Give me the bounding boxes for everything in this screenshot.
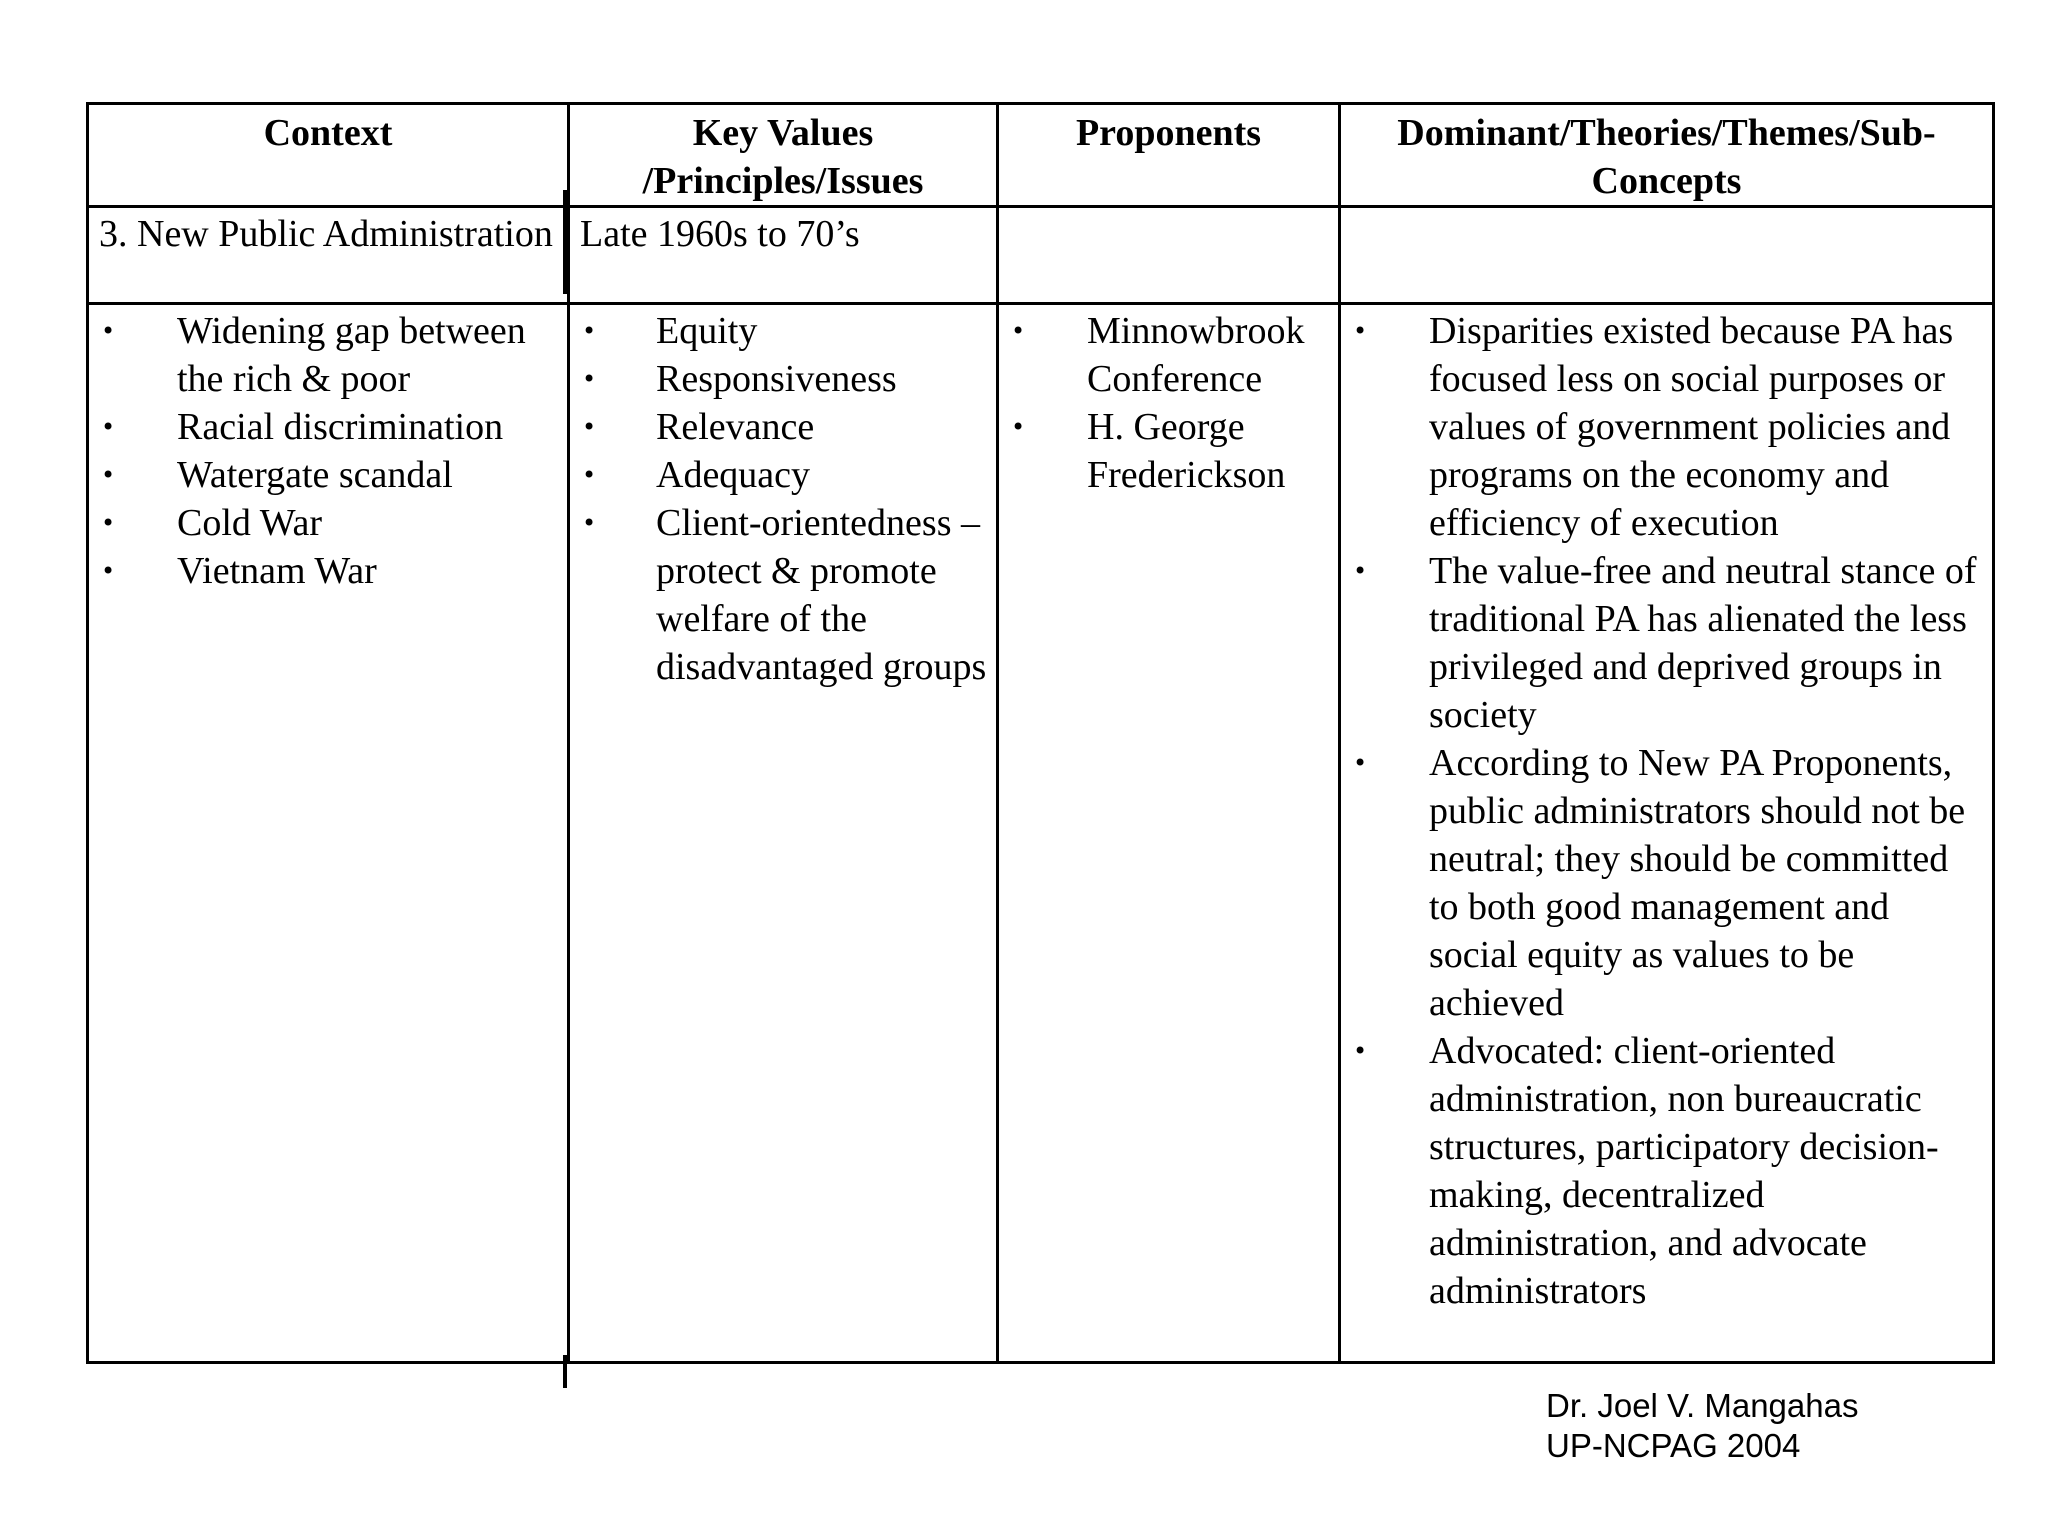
- public-administration-table: [86, 102, 1995, 1364]
- bullet-item: [570, 355, 988, 403]
- bullet-text: Advocated: client-oriented administration, non bureaucratic structures, participatory decision-making, decentralized administration, and advocate administrators: [1429, 1030, 1939, 1312]
- bullet-icon: •: [1011, 317, 1026, 345]
- bullet-text: The value-free and neutral stance of traditional PA has alienated the less privileged and deprived groups in society: [1429, 550, 1977, 736]
- bullet-text: Disparities existed because PA has focused less on social purposes or values of government policies and programs on the economy and efficiency of execution: [1429, 310, 1954, 544]
- bullet-item: [1341, 1027, 1984, 1315]
- bullet-item: [89, 451, 559, 499]
- era-row: [88, 207, 1994, 304]
- proponents-cell: [998, 304, 1340, 1363]
- bullet-icon: •: [1353, 1037, 1368, 1065]
- bullet-item: [89, 547, 559, 595]
- column-divider-overhang-bottom: [563, 1355, 567, 1388]
- proponents-list: [999, 307, 1330, 499]
- bullet-item: [999, 307, 1330, 403]
- context-cell: [88, 304, 569, 1363]
- bullet-icon: •: [582, 365, 597, 393]
- bullet-item: [570, 307, 988, 355]
- column-divider-overhang-top: [563, 190, 567, 294]
- attribution-author: Dr. Joel V. Mangahas: [1546, 1387, 1859, 1424]
- bullet-text: Minnowbrook Conference: [1087, 310, 1305, 400]
- bullet-icon: •: [582, 461, 597, 489]
- bullet-text: According to New PA Proponents, public administrators should not be neutral; they should be committed to both good management and social equity as values to be achieved: [1429, 742, 1966, 1024]
- bullet-text: Equity: [656, 310, 758, 352]
- bullet-icon: •: [582, 413, 597, 441]
- bullet-text: Vietnam War: [177, 550, 377, 592]
- bullet-text: H. George Frederickson: [1087, 406, 1286, 496]
- bullet-icon: •: [1353, 749, 1368, 777]
- bullet-icon: •: [101, 413, 116, 441]
- bullet-item: [1341, 307, 1984, 547]
- bullet-text: Racial discrimination: [177, 406, 504, 448]
- attribution: [1546, 1386, 1858, 1466]
- bullet-text: Cold War: [177, 502, 323, 544]
- context-list: [89, 307, 559, 595]
- key-values-cell: [569, 304, 998, 1363]
- bullet-text: Watergate scandal: [177, 454, 453, 496]
- bullet-item: [1341, 739, 1984, 1027]
- era-proponents: [998, 207, 1340, 304]
- bullet-icon: •: [1353, 557, 1368, 585]
- themes-list: [1341, 307, 1984, 1315]
- bullet-item: [89, 403, 559, 451]
- bullet-icon: •: [101, 317, 116, 345]
- era-context: 3. New Public Administration: [88, 207, 569, 304]
- bullet-text: Responsiveness: [656, 358, 897, 400]
- bullet-item: [570, 499, 988, 691]
- header-proponents: Proponents: [998, 104, 1340, 207]
- bullet-item: [1341, 547, 1984, 739]
- bullet-item: [89, 307, 559, 403]
- bullet-text: Relevance: [656, 406, 815, 448]
- bullet-text: Adequacy: [656, 454, 811, 496]
- header-row: [88, 104, 1994, 207]
- bullet-icon: •: [101, 461, 116, 489]
- bullet-text: Widening gap between the rich & poor: [177, 310, 526, 400]
- bullet-item: [89, 499, 559, 547]
- key-values-list: [570, 307, 988, 691]
- bullet-icon: •: [101, 509, 116, 537]
- content-row: [88, 304, 1994, 1363]
- themes-cell: [1340, 304, 1994, 1363]
- header-key-values: Key Values /Principles/Issues: [569, 104, 998, 207]
- bullet-icon: •: [1353, 317, 1368, 345]
- bullet-icon: •: [582, 509, 597, 537]
- era-themes: [1340, 207, 1994, 304]
- bullet-item: [570, 403, 988, 451]
- bullet-icon: •: [1011, 413, 1026, 441]
- header-context: Context: [88, 104, 569, 207]
- bullet-item: [570, 451, 988, 499]
- bullet-item: [999, 403, 1330, 499]
- bullet-icon: •: [101, 557, 116, 585]
- header-themes: Dominant/Theories/Themes/Sub-Concepts: [1340, 104, 1994, 207]
- attribution-source: UP-NCPAG 2004: [1546, 1427, 1801, 1464]
- bullet-icon: •: [582, 317, 597, 345]
- bullet-text: Client-orientedness – protect & promote welfare of the disadvantaged groups: [656, 502, 987, 688]
- era-period: Late 1960s to 70’s: [569, 207, 998, 304]
